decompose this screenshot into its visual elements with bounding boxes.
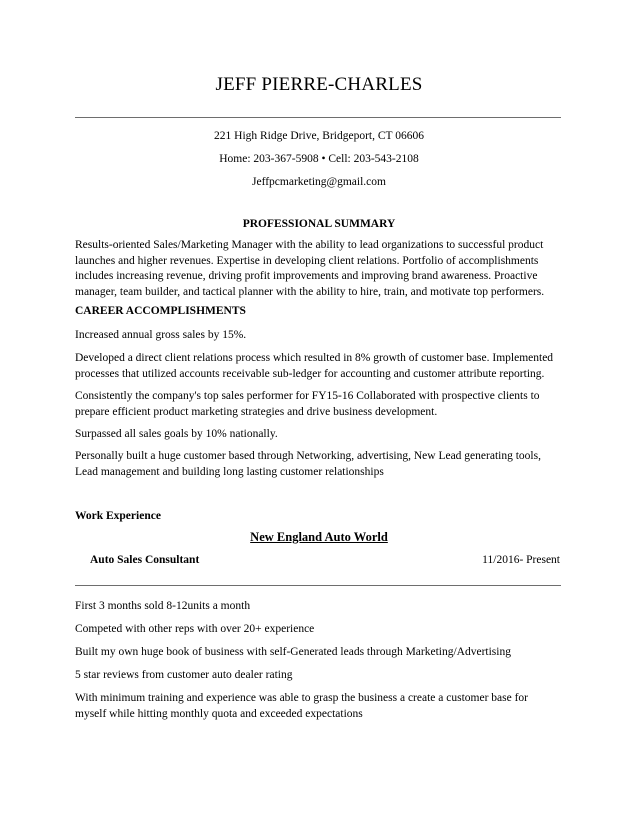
job-dates: 11/2016- Present: [482, 554, 560, 566]
accomplishment-item: [75, 351, 561, 382]
phone-line: Home: 203-367-5908 • Cell: 203-543-2108: [219, 153, 419, 165]
accomplishment-line: Surpassed all sales goals by 10% nationally.: [75, 428, 278, 440]
experience-line: With minimum training and experience was able to grasp the business a create a customer base for: [75, 692, 528, 704]
summary-paragraph: [75, 238, 561, 300]
header-divider: [75, 117, 561, 118]
job-title: Auto Sales Consultant: [90, 554, 200, 566]
accomplishment-line: Consistently the company's top sales performer for FY15-16 Collaborated with prospective clients to: [75, 390, 540, 402]
candidate-name: JEFF PIERRE-CHARLES: [215, 74, 423, 95]
accomplishment-line: Developed a direct client relations process which resulted in 8% growth of customer base. Implemented: [75, 352, 554, 364]
experience-line: myself while hitting monthly quota and exceeded expectations: [75, 707, 363, 720]
summary-line: launches and higher revenues. Expertise in developing client relations. Portfolio of accomplishments: [75, 254, 539, 267]
experience-item: [75, 622, 561, 638]
accomplishment-line: Personally built a huge customer based through Networking, advertising, New Lead generating tools,: [75, 450, 541, 462]
accomplishment-line: processes that utilized accounts receivable sub-ledger for accounting and customer attribute reporting.: [75, 367, 545, 380]
experience-item: [75, 668, 561, 684]
summary-heading: PROFESSIONAL SUMMARY: [242, 218, 396, 230]
experience-item: [75, 691, 561, 722]
accomplishment-item: [75, 389, 561, 420]
accomplishment-item: [75, 427, 561, 443]
email-line: Jeffpcmarketing@gmail.com: [252, 176, 386, 188]
accomplishment-item: [75, 328, 561, 344]
summary-line: manager, team builder, and tactical planner with the ability to hire, train, and motivate top performers.: [75, 285, 545, 298]
experience-divider: [75, 585, 561, 586]
accomplishments-heading: CAREER ACCOMPLISHMENTS: [75, 305, 246, 317]
accomplishment-item: [75, 449, 561, 480]
experience-heading: Work Experience: [75, 510, 161, 522]
address-line: 221 High Ridge Drive, Bridgeport, CT 06606: [214, 130, 424, 142]
experience-line: Competed with other reps with over 20+ experience: [75, 623, 315, 635]
accomplishment-line: prepare efficient product marketing strategies and drive business development.: [75, 405, 438, 418]
summary-line: includes increasing revenue, driving profit improvements and improving brand awareness. Proactive: [75, 270, 538, 282]
experience-item: [75, 645, 561, 661]
accomplishment-line: Increased annual gross sales by 15%.: [75, 329, 247, 341]
experience-item: [75, 599, 561, 615]
experience-line: First 3 months sold 8-12units a month: [75, 600, 251, 612]
company-name: New England Auto World: [250, 530, 388, 544]
experience-line: 5 star reviews from customer auto dealer rating: [75, 669, 293, 681]
experience-line: Built my own huge book of business with self-Generated leads through Marketing/Advertising: [75, 646, 511, 658]
accomplishment-line: Lead management and building long lasting customer relationships: [75, 465, 384, 478]
summary-line: Results-oriented Sales/Marketing Manager with the ability to lead organizations to successful product: [75, 239, 544, 251]
